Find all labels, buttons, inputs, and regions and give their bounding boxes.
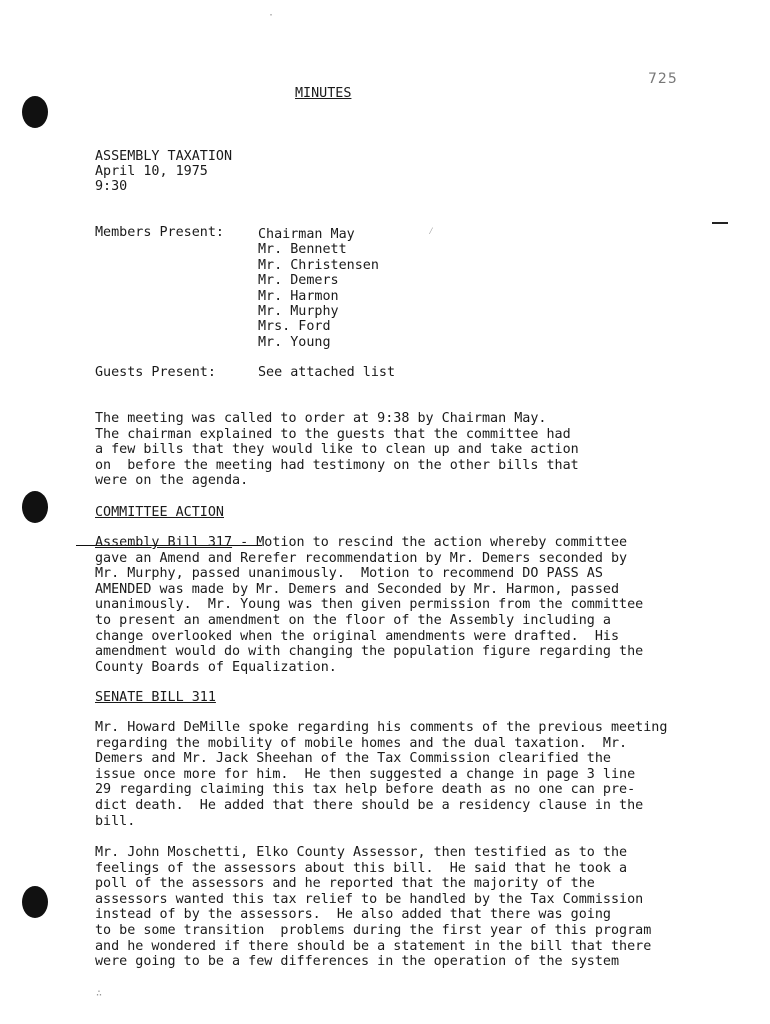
text-line: AMENDED was made by Mr. Demers and Seconded by Mr. Harmon, passed	[95, 581, 620, 597]
member-name: Mr. Harmon	[258, 289, 339, 304]
member-name: Chairman May	[258, 227, 355, 242]
member-name: Mr. Young	[258, 335, 331, 350]
text-line: on before the meeting had testimony on the other bills that	[95, 457, 579, 473]
text-line: issue once more for him. He then suggested a change in page 3 line	[95, 766, 636, 782]
text-line: Demers and Mr. Jack Sheehan of the Tax Commission clearified the	[95, 751, 611, 767]
committee-name: ASSEMBLY TAXATION	[95, 149, 233, 164]
scan-speck: ·	[268, 10, 275, 21]
guests-label: Guests Present:	[95, 365, 216, 380]
intro-paragraph	[95, 411, 745, 489]
member-name: Mr. Christensen	[258, 258, 379, 273]
text-line: gave an Amend and Rerefer recommendation by Mr. Demers seconded by	[95, 550, 628, 566]
text-line: poll of the assessors and he reported that the majority of the	[95, 876, 595, 892]
member-name: Mr. Demers	[258, 273, 339, 288]
text-line: a few bills that they would like to clean up and take action	[95, 442, 579, 458]
text-line: amendment would do with changing the population figure regarding the	[95, 644, 644, 660]
punch-hole-top	[22, 96, 48, 128]
moschetti-paragraph	[95, 845, 745, 970]
text-line: and he wondered if there should be a statement in the bill that there	[95, 938, 652, 954]
text-line: Mr. Murphy, passed unanimously. Motion to recommend DO PASS AS	[95, 566, 603, 582]
text-line: The chairman explained to the guests that the committee had	[95, 426, 571, 442]
scan-mark	[712, 222, 728, 224]
bill-heading-rest: - Motion to rescind the action whereby committee	[232, 535, 628, 550]
text-line: to be some transition problems during the first year of this program	[95, 922, 652, 938]
bill-heading: Assembly Bill 317	[95, 535, 233, 550]
meeting-time: 9:30	[95, 179, 128, 194]
text-line: feelings of the assessors about this bill. He said that he took a	[95, 860, 628, 876]
text-line: were on the agenda.	[95, 473, 249, 489]
text-line: Mr. Howard DeMille spoke regarding his comments of the previous meeting	[95, 720, 668, 735]
text-line: Mr. John Moschetti, Elko County Assessor, then testified as to the	[95, 845, 628, 860]
punch-hole-bottom	[22, 886, 48, 918]
text-line: change overlooked when the original amendments were drafted. His	[95, 628, 620, 644]
ab317-paragraph	[95, 535, 745, 675]
demille-paragraph	[95, 720, 745, 829]
meeting-date: April 10, 1975	[95, 164, 208, 179]
text-line: The meeting was called to order at 9:38 by Chairman May.	[95, 411, 547, 426]
text-line: unanimously. Mr. Young was then given permission from the committee	[95, 597, 644, 613]
text-line: assessors wanted this tax relief to be handled by the Tax Commission	[95, 891, 644, 907]
text-line: to present an amendment on the floor of the Assembly including a	[95, 612, 611, 628]
section-heading-senate-bill: SENATE BILL 311	[95, 690, 216, 705]
page-title: MINUTES	[295, 86, 352, 101]
punch-hole-middle	[22, 491, 48, 523]
text-line: County Boards of Equalization.	[95, 659, 337, 675]
text-line: bill.	[95, 813, 136, 829]
member-name: Mr. Bennett	[258, 242, 347, 257]
members-label: Members Present:	[95, 225, 224, 240]
member-name: Mr. Murphy	[258, 304, 339, 319]
section-heading-committee-action: COMMITTEE ACTION	[95, 505, 224, 520]
text-line: instead of by the assessors. He also added that there was going	[95, 907, 611, 923]
text-line	[95, 535, 745, 551]
text-line: regarding the mobility of mobile homes and the dual taxation. Mr.	[95, 735, 628, 751]
scan-speck: ⁄	[428, 226, 435, 237]
member-name: Mrs. Ford	[258, 319, 331, 334]
page-stamp: 725	[648, 71, 678, 87]
text-line: 29 regarding claiming this tax help before death as no one can pre-	[95, 782, 636, 798]
text-line: were going to be a few differences in the operation of the system	[95, 954, 620, 970]
guests-value: See attached list	[258, 365, 396, 380]
scan-speck: ∴	[96, 988, 103, 999]
text-line: dict death. He added that there should be a residency clause in the	[95, 797, 644, 813]
